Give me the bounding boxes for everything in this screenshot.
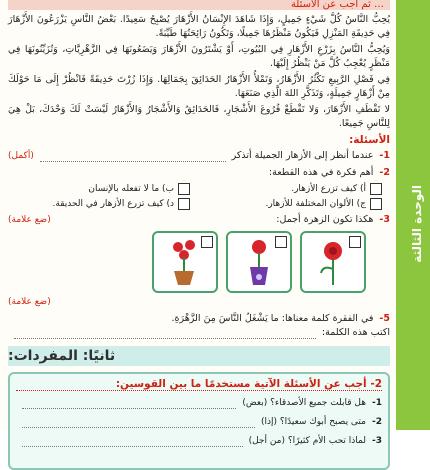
question-3 — [8, 213, 390, 227]
rose-pot-image[interactable] — [152, 231, 218, 293]
checkbox[interactable] — [178, 183, 190, 195]
q2-options — [8, 183, 382, 210]
q3-text: هكذا تكون الزهرة أجمل: — [276, 214, 374, 225]
exercise-answer-2[interactable] — [22, 417, 255, 428]
question-5-sub — [8, 326, 390, 340]
questions-title: الأسئلة: — [349, 134, 390, 146]
header-strip: … ثم أجب عن الأسئلة — [8, 0, 390, 10]
reading-paragraph-2: وَيُحِبُّ النَّاسُ بِزَرْعِ الأَزْهَارِ فِي البُيُوتِ، أَوْ يَشْتَرُونَ الأَزْهَارَ وَيَضَعُونَهَا فِي الزَّهْرِيَّاتِ، وَتُزَيِّنُونَهَا فِي مَنْظَرٍ يُعْجِبُ كُلَّ مَنْ يَنْظُرُ إِلَيْهَا. — [8, 44, 390, 69]
exercise-answer-1[interactable] — [22, 398, 236, 409]
exercise-answer-3[interactable] — [22, 436, 243, 447]
checkbox[interactable] — [349, 236, 361, 248]
question-5 — [8, 312, 390, 326]
q1-text: عندما أنظر إلى الأزهار الجميلة أتذكر — [231, 150, 374, 161]
checkbox[interactable] — [370, 198, 382, 210]
q2-text: أهم فكرة في هذه القطعة: — [268, 167, 374, 178]
q2-number: 2- — [379, 167, 390, 178]
q2-option-a[interactable]: أ) كيف تزرع الأزهار. — [200, 183, 382, 195]
q2-option-c[interactable]: ج) الألوان المختلفة للأزهار. — [200, 198, 382, 210]
question-1 — [8, 149, 390, 163]
q5-answer-line[interactable] — [14, 328, 316, 339]
content-area — [8, 0, 390, 446]
checkbox[interactable] — [370, 183, 382, 195]
q3-number: 3- — [379, 214, 390, 225]
q1-note: (أكمل) — [8, 151, 34, 161]
checkbox[interactable] — [178, 198, 190, 210]
reading-paragraph-1: يُحِبُّ النَّاسُ كُلَّ شَيْءٍ جَمِيلٍ، وَإِذَا شَاهَدَ الإِنْسَانُ الأَزْهَارَ يُصْبِحُ سَعِيدًا. بَعْضُ النَّاسِ يَزْرَعُونَ الأَزْهَارَ فِي حَدِيقَةِ المَنْزِلِ فَيَكُونُ مَنْظَرُهَا جَمِيلًا، وَتَكُونُ رَائِحَتُهَا طَيِّبَةً. — [8, 14, 390, 39]
exercise-line-3: 3- لماذا تحب الأم كثيرًا؟ (من أجل) — [16, 435, 382, 448]
checkbox[interactable] — [201, 236, 213, 248]
q2-option-d[interactable]: د) كيف تزرع الأزهار في الحديقة. — [8, 198, 190, 210]
q3-note: (ضع علامة) — [8, 215, 51, 225]
reading-paragraph-3: فِي فَصْلِ الرَّبِيعِ تَكْثُرُ الأَزْهَارُ، وَتَمْلأُ الأَزْهَارُ الحَدَائِقَ بِجَمَالِهَا. وَإِذَا زُرْتَ حَدِيقَةً فَانْظُرْ إِلَى مَا حَوْلَكَ مِنْ أَزْهَارٍ جَمِيلَةٍ، وَتَذَكَّرِ اللهَ الَّذِي صَنَعَهَا. — [8, 74, 390, 99]
q5-sub: اكتب هذه الكلمة: — [321, 327, 390, 338]
exercise-heading: 2- أجب عن الأسئلة الآتية مستخدمًا ما بين القوسين: — [16, 378, 382, 391]
q5-text: في الفقرة كلمة معناها: ما يَشْغَلُ النَّاسَ مِنَ الزَّهْرَةِ. — [171, 313, 374, 324]
exercise-line-2: 2- متى يصبح أبوك سعيدًا؟ (إذا) — [16, 416, 382, 429]
question-4-note: (ضع علامة) — [8, 297, 51, 307]
section-2-title: ثانيًا: المفردات: — [8, 348, 116, 364]
q5-number: 5- — [379, 313, 390, 324]
q1-number: 1- — [379, 150, 390, 161]
exercise-line-1: 1- هل قابلت جميع الأصدقاء؟ (بعض) — [16, 397, 382, 410]
unit-label: الوحدة الثالثة — [410, 185, 424, 263]
exercise-card — [8, 372, 390, 470]
question-2 — [8, 166, 390, 180]
rose-vase-image[interactable] — [226, 231, 292, 293]
reading-paragraph-4: لا تَقْطَفِ الأَزْهَارَ، وَلا تَقْطَعْ فُرُوعَ الأَشْجَارِ، فَالحَدَائِقُ وَالأَشْجَارُ وَالأَزْهَارُ لَيْسَتْ لَكَ وَحْدَكَ، بَلْ هِيَ لِلنَّاسِ جَمِيعًا. — [8, 104, 390, 129]
vocabulary-banner — [8, 346, 390, 366]
rose-single-image[interactable] — [300, 231, 366, 293]
q3-images — [8, 231, 366, 293]
checkbox[interactable] — [275, 236, 287, 248]
q1-answer-line[interactable] — [40, 151, 226, 162]
unit-side-tab — [396, 0, 430, 430]
q2-option-b[interactable]: ب) ما لا تفعله بالإنسان — [8, 183, 190, 195]
